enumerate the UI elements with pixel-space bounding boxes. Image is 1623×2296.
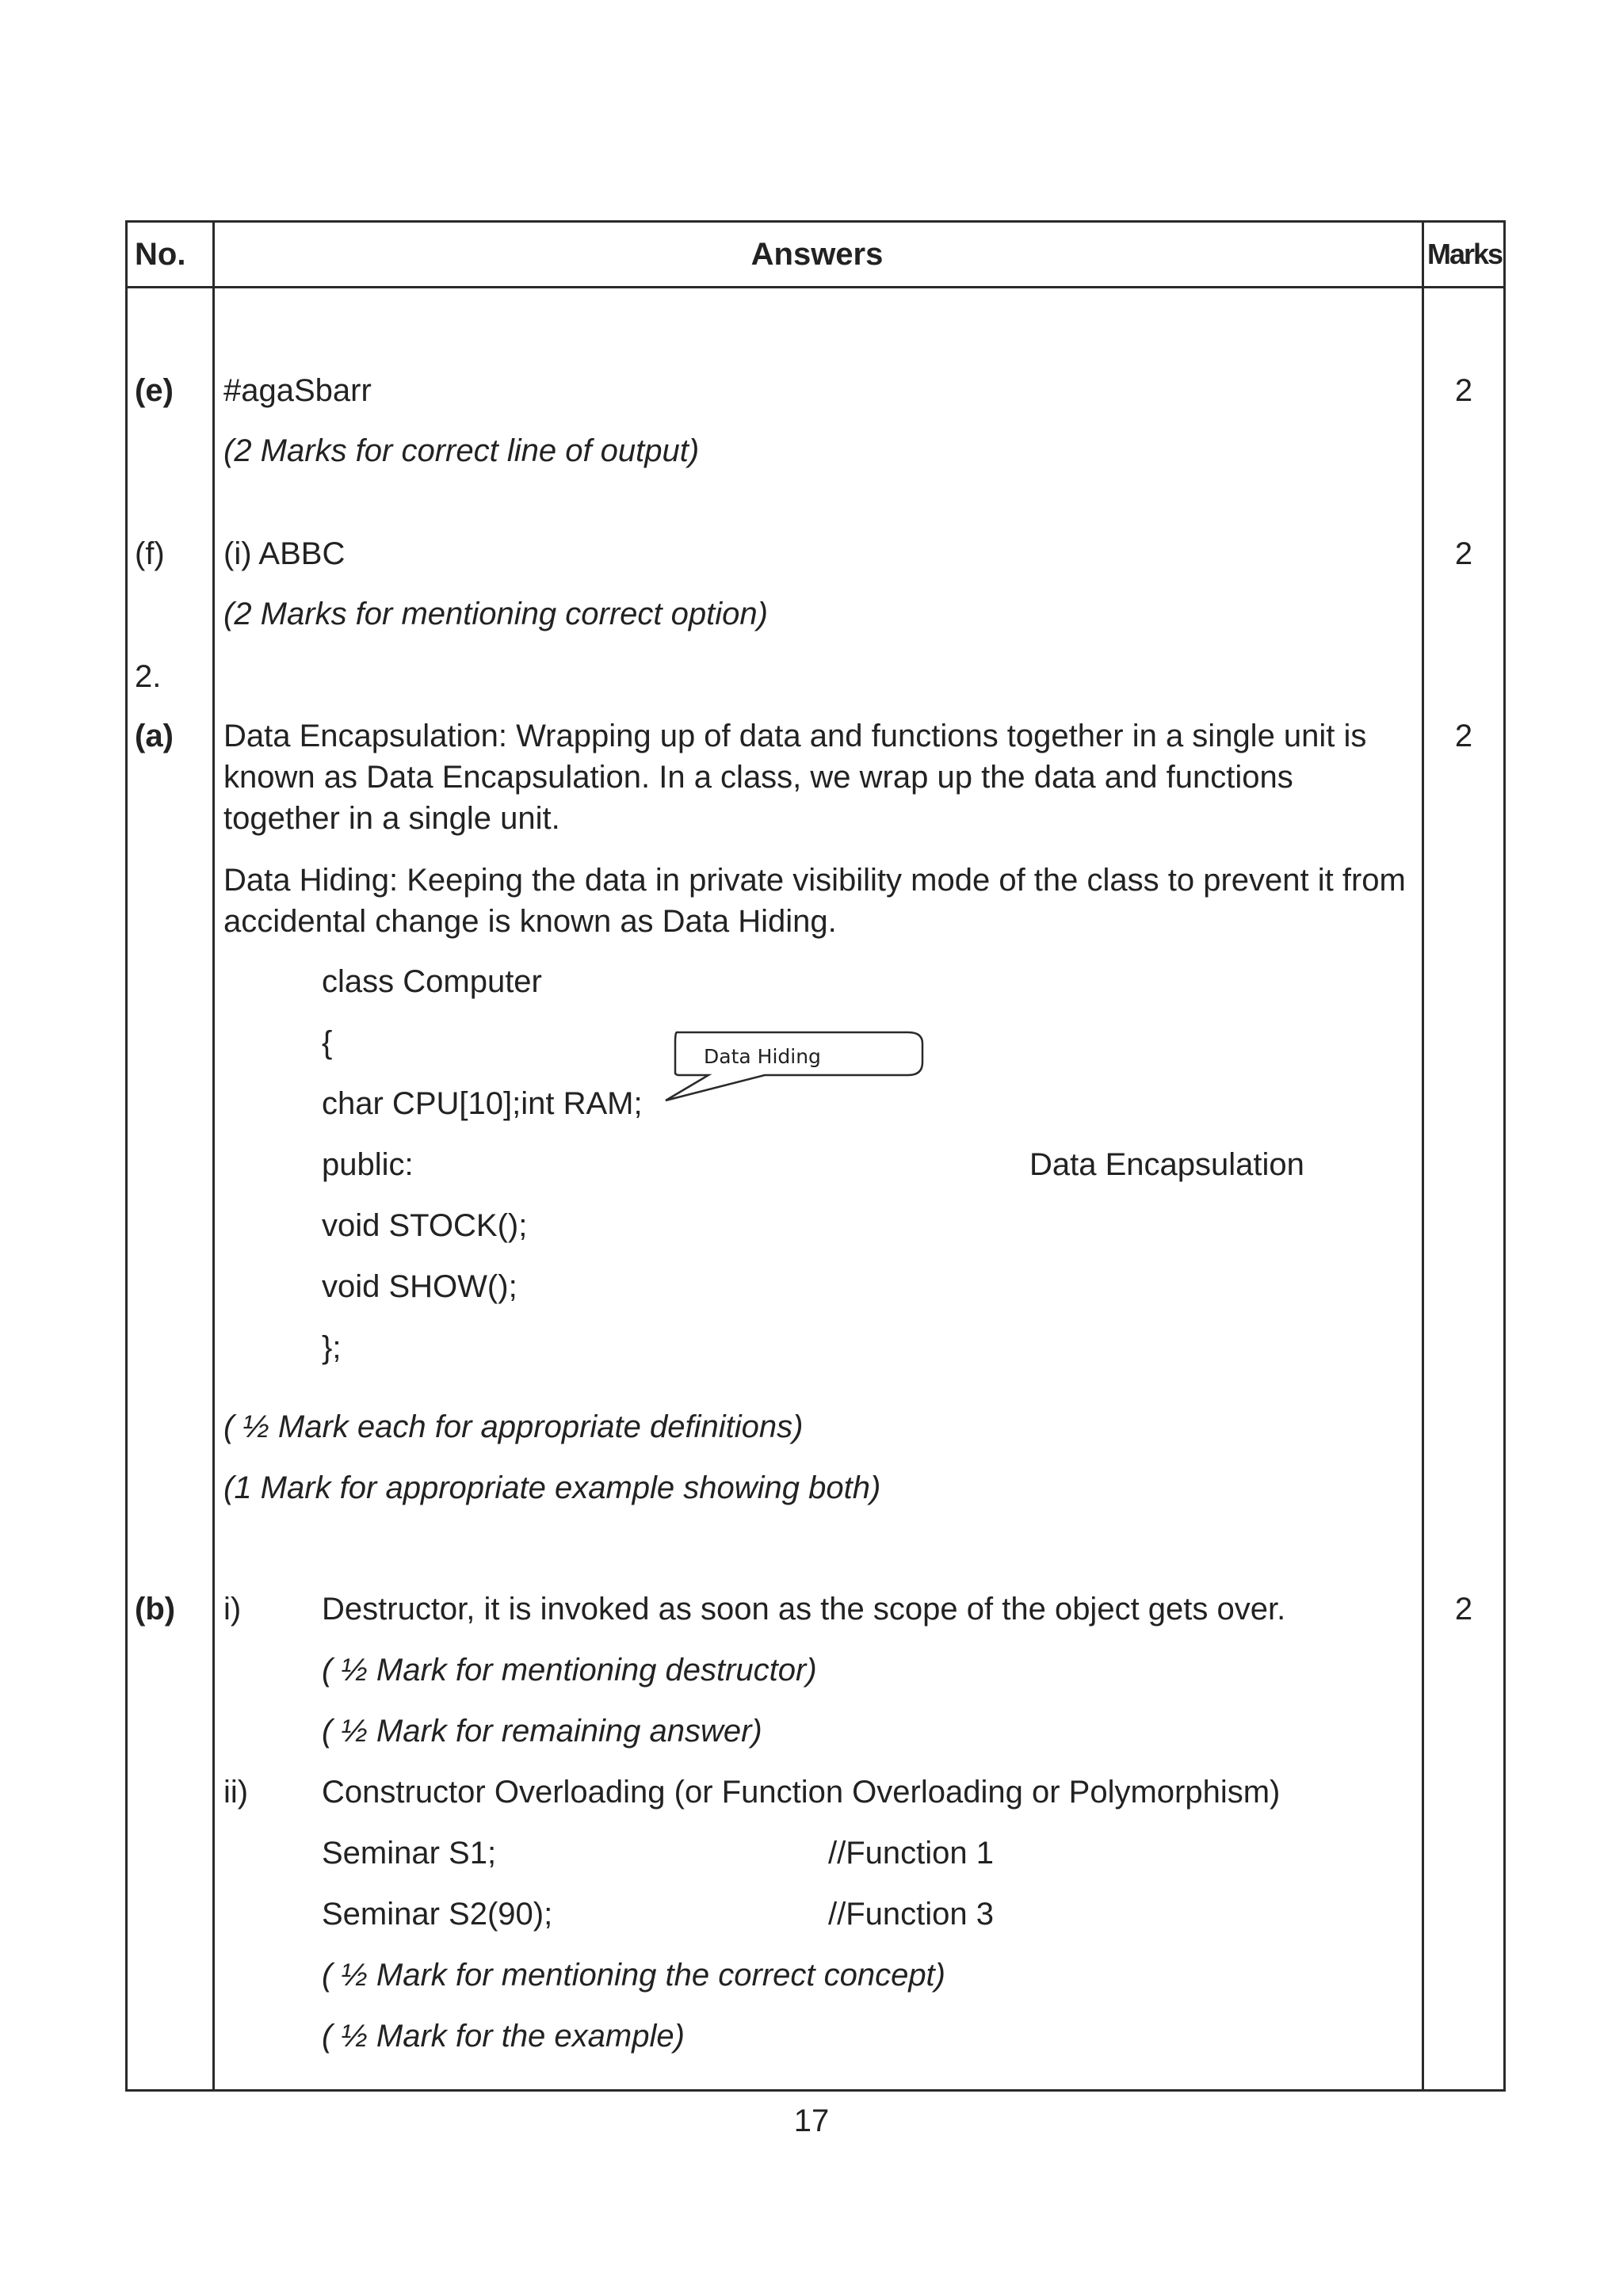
question-label-e: (e): [135, 373, 174, 408]
code-line: class Computer: [322, 964, 542, 999]
code-comment: //Function 3: [828, 1897, 995, 1932]
code-line: void SHOW();: [322, 1269, 517, 1304]
marks-2b: 2: [1454, 1592, 1473, 1627]
answer-2b-ii: Constructor Overloading (or Function Overloading or Polymorphism): [322, 1775, 1281, 1810]
question-label-f: (f): [135, 536, 165, 571]
question-label-2b: (b): [135, 1592, 176, 1627]
table-header-divider: [125, 286, 1506, 288]
note-2b-ii-2: ( ½ Mark for the example): [322, 2019, 685, 2054]
callout-label-data-hiding: Data Hiding: [704, 1045, 821, 1068]
answer-f: (i) ABBC: [223, 536, 346, 571]
marks-2a: 2: [1454, 719, 1473, 753]
code-line: public:: [322, 1147, 414, 1182]
subpart-label-ii: ii): [223, 1775, 249, 1810]
code-line: char CPU[10];int RAM;: [322, 1086, 643, 1121]
code-stmt: Seminar S1;: [322, 1836, 497, 1871]
note-2a-example: (1 Mark for appropriate example showing both): [223, 1470, 881, 1505]
subpart-label-i: i): [223, 1592, 242, 1627]
note-2b-ii-1: ( ½ Mark for mentioning the correct concept): [322, 1958, 945, 1993]
definition-hiding: Data Hiding: Keeping the data in private visibility mode of the class to prevent it from accidental change is known as Data Hiding.: [223, 863, 1406, 939]
column-divider-no: [212, 220, 215, 2092]
header-answers: Answers: [750, 237, 884, 272]
label-data-encapsulation: Data Encapsulation: [1029, 1147, 1304, 1182]
column-divider-marks: [1422, 220, 1424, 2092]
answer-e: #agaSbarr: [223, 373, 372, 408]
note-2b-i-1: ( ½ Mark for mentioning destructor): [322, 1653, 817, 1688]
note-2a-definitions: ( ½ Mark each for appropriate definitions): [223, 1409, 804, 1444]
code-comment: //Function 1: [828, 1836, 995, 1871]
data-hiding-callout: [658, 1026, 927, 1113]
note-e: (2 Marks for correct line of output): [223, 433, 700, 468]
header-marks: Marks: [1426, 238, 1503, 270]
code-stmt: Seminar S2(90);: [322, 1897, 553, 1932]
answer-2b-i: Destructor, it is invoked as soon as the scope of the object gets over.: [322, 1592, 1286, 1627]
question-label-2: 2.: [135, 659, 162, 694]
note-f: (2 Marks for mentioning correct option): [223, 597, 768, 631]
code-line: };: [322, 1330, 342, 1365]
note-2b-i-2: ( ½ Mark for remaining answer): [322, 1714, 762, 1749]
marks-f: 2: [1454, 536, 1473, 571]
definition-encapsulation: Data Encapsulation: Wrapping up of data and functions together in a single unit is known as Data Encapsulation. In a class, we wrap up the data and functions together in a single unit.: [223, 719, 1367, 836]
question-label-2a: (a): [135, 719, 174, 753]
page-number: 17: [793, 2103, 830, 2138]
code-line: {: [322, 1025, 333, 1060]
marks-e: 2: [1454, 373, 1473, 408]
header-no: No.: [135, 237, 186, 272]
code-line: void STOCK();: [322, 1208, 528, 1243]
